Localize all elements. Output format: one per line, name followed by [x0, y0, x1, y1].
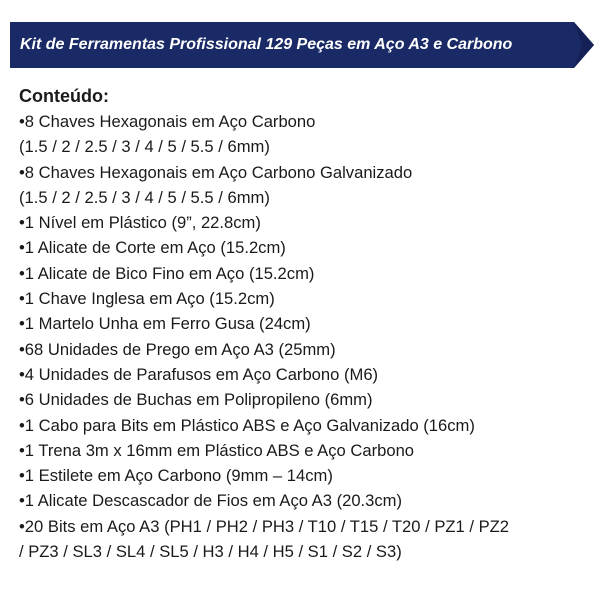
list-item: •1 Martelo Unha em Ferro Gusa (24cm) — [19, 314, 311, 334]
list-item: •1 Alicate de Corte em Aço (15.2cm) — [19, 238, 286, 258]
list-item: •1 Alicate de Bico Fino em Aço (15.2cm) — [19, 263, 315, 283]
list-item: •68 Unidades de Prego em Aço A3 (25mm) — [19, 339, 336, 359]
list-item: •1 Trena 3m x 16mm em Plástico ABS e Aço Carbono — [19, 440, 415, 460]
list-item: •6 Unidades de Buchas em Polipropileno (6mm) — [19, 390, 373, 410]
list-item: •1 Cabo para Bits em Plástico ABS e Aço Galvanizado (16cm) — [19, 415, 475, 435]
contents-heading: Conteúdo: — [19, 86, 109, 106]
list-item: •8 Chaves Hexagonais em Aço Carbono Galvanizado (1.5 / 2 / 2.5 / 3 / 4 / 5 / 5.5 / 6mm) — [19, 162, 413, 207]
contents-list — [19, 109, 599, 564]
list-item: •1 Estilete em Aço Carbono (9mm – 14cm) — [19, 466, 333, 486]
list-item: •1 Chave Inglesa em Aço (15.2cm) — [19, 289, 275, 309]
contents-section — [19, 84, 599, 564]
list-item: •20 Bits em Aço A3 (PH1 / PH2 / PH3 / T10 / T15 / T20 / PZ1 / PZ2 / PZ3 / SL3 / SL4 / SL5 / H3 / H4 / H5 / S1 / S2 / S3) — [19, 516, 510, 562]
list-item: •8 Chaves Hexagonais em Aço Carbono (1.5 / 2 / 2.5 / 3 / 4 / 5 / 5.5 / 6mm) — [19, 112, 316, 157]
banner-title: Kit de Ferramentas Profissional 129 Peças em Aço A3 e Carbono — [20, 36, 513, 53]
list-item: •4 Unidades de Parafusos em Aço Carbono (M6) — [19, 364, 379, 384]
list-item: •1 Alicate Descascador de Fios em Aço A3 (20.3cm) — [19, 491, 403, 511]
list-item: •1 Nível em Plástico (9”, 22.8cm) — [19, 213, 261, 233]
title-banner — [10, 22, 594, 68]
